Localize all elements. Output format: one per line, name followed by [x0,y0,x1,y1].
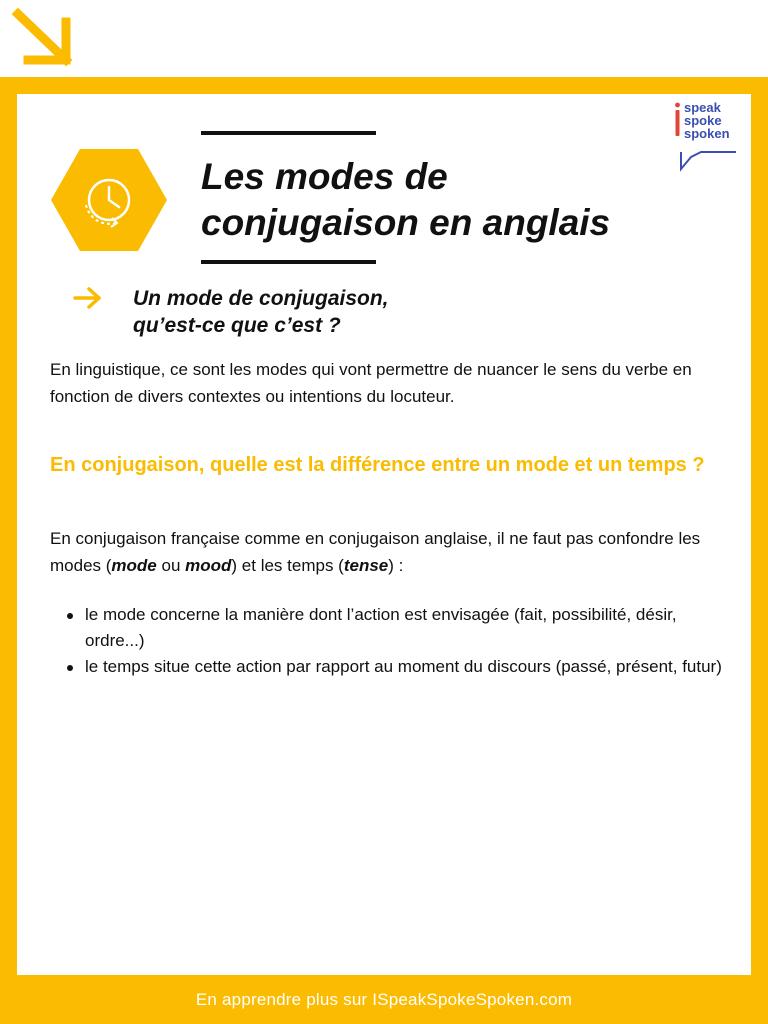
section-subheading [133,285,553,339]
subheading-line2: qu’est-ce que c’est ? [133,314,341,337]
logo-line-spoke: spoke [684,113,722,128]
difference-question: En conjugaison, quelle est la différence entre un mode et un temps ? [50,454,705,476]
paragraph2-part4: ) : [388,556,404,575]
page-title-line2: conjugaison en anglais [201,202,611,243]
logo-i-icon [675,102,680,136]
logo-line-speak: speak [684,100,721,115]
list-item: le mode concerne la manière dont l’action est envisagée (fait, possibilité, désir, ordre...) [50,602,725,654]
clock-icon [50,147,168,253]
page-title-line1: Les modes de [201,156,448,197]
keyword-mood: mood [185,556,232,575]
keyword-tense: tense [343,556,389,575]
logo-line-spoken: spoken [684,126,730,141]
content-panel [17,94,751,975]
title-rule-bottom [201,260,376,264]
right-arrow-icon [73,287,103,309]
down-right-arrow-icon [8,8,74,68]
footer-link[interactable]: En apprendre plus sur ISpeakSpokeSpoken.com [195,990,573,1009]
list-item: le temps situe cette action par rapport au moment du discours (passé, présent, futur) [50,654,725,680]
bullet-list [50,602,725,680]
title-rule-top [201,131,376,135]
page-title [201,154,721,246]
keyword-mode: mode [111,556,157,575]
yellow-frame [0,77,768,1024]
subheading-line1: Un mode de conjugaison, [133,287,389,310]
paragraph2-part3: ) et les temps ( [231,556,344,575]
definition-paragraph: En linguistique, ce sont les modes qui vont permettre de nuancer le sens du verbe en fonction de divers contextes ou intentions du locuteur. [50,360,692,406]
paragraph2-part2: ou [156,556,186,575]
paragraph2-part1: En conjugaison française comme en conjugaison anglaise, il ne faut pas confondre les modes ( [50,529,701,575]
comparison-paragraph [50,525,725,579]
